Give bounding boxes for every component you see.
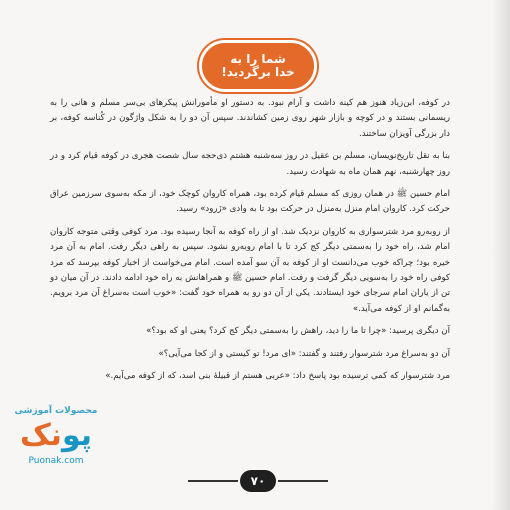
paragraph: از روبه‌رو مرد شترسواری به کاروان نزدیک شد. او از راه کوفه به آنجا رسیده بود. مرد کوفی وقتی متوجه کاروان امام شد، راه خود را به‌سمتی دیگر کج کرد تا با امام روبه‌رو نشود. سپس به راهی دیگر رفت. امام به آن مرد خیره بود؛ چراکه خوب می‌دانست او از کوفه به آن سو آمده است. امام می‌خواست از اخبار کوفه بپرسد که مرد کوفی راه خود را به‌سویی دیگر گرفت و رفت. امام حسین ﷺ و همراهانش به راه خود ادامه دادند. در آن میان دو تن از یاران امام سرجای خود ایستادند. یکی از آن دو رو به همراه خود گفت: «خوب است به‌سراغ آن مرد برویم. به‌گمانم او از کوفه می‌آید.» bbox=[50, 226, 450, 314]
ornament-line-right bbox=[278, 480, 328, 482]
paragraph: آن دیگری پرسید: «چرا تا ما را دید، راهش را به‌سمتی دیگر کج کرد؟ یعنی او که بود؟» bbox=[146, 326, 450, 337]
chapter-title-line2: خدا برگردید! bbox=[221, 65, 295, 79]
page-number: ۷۰ bbox=[240, 470, 276, 492]
ornament-line-left bbox=[188, 480, 238, 482]
watermark-logo-part-a: پو bbox=[61, 418, 93, 453]
paragraph: در کوفه، ابن‌زیاد هنوز هم کینه داشت و آرام نبود. به دستور او مأمورانش پیکرهای بی‌سر مسلم و هانی را به ریسمانی بستند و در کوچه و بازار شهر روی زمین کشاندند. سپس آن دو را به شکل واژگون در کُناسه کوفه، بر دار بزرگی آویزان ساختند. bbox=[50, 98, 450, 139]
chapter-title-line1: شما را به bbox=[230, 51, 286, 66]
page-number-ornament bbox=[188, 470, 328, 492]
body-text bbox=[50, 96, 450, 392]
watermark-tagline: محصولات آموزشی bbox=[14, 406, 98, 416]
paragraph: آن دو به‌سراغ مرد شترسوار رفتند و گفتند: «ای مرد! تو کیستی و از کجا می‌آیی؟» bbox=[158, 348, 450, 359]
publisher-watermark bbox=[6, 406, 106, 496]
paragraph: بنا به نقل تاریخ‌نویسان، مسلم بن عقیل در روز سه‌شنبه هشتم ذی‌حجه سال شصت هجری در کوفه قیام کرد و در روز چهارشنبه، نهم همان ماه به شهادت رسید. bbox=[50, 151, 450, 177]
paragraph: مرد شترسوار که کمی ترسیده بود پاسخ داد: «عربی هستم از قبیلهٔ بنی اسد، که از کوفه می‌آیم.» bbox=[105, 371, 450, 382]
watermark-url: Puonak.com bbox=[28, 456, 84, 466]
watermark-logo-part-b: نک bbox=[19, 418, 62, 453]
watermark-logo bbox=[6, 416, 106, 456]
paragraph: امام حسین ﷺ در همان روزی که مسلم قیام کرده بود، همراه کاروان کوچک خود، از مکه به‌سوی سرزمین عراق حرکت کرد. کاروان امام منزل به‌منزل در حرکت بود تا به وادی «زَرود» رسید. bbox=[50, 189, 450, 215]
chapter-title-badge bbox=[199, 40, 317, 92]
